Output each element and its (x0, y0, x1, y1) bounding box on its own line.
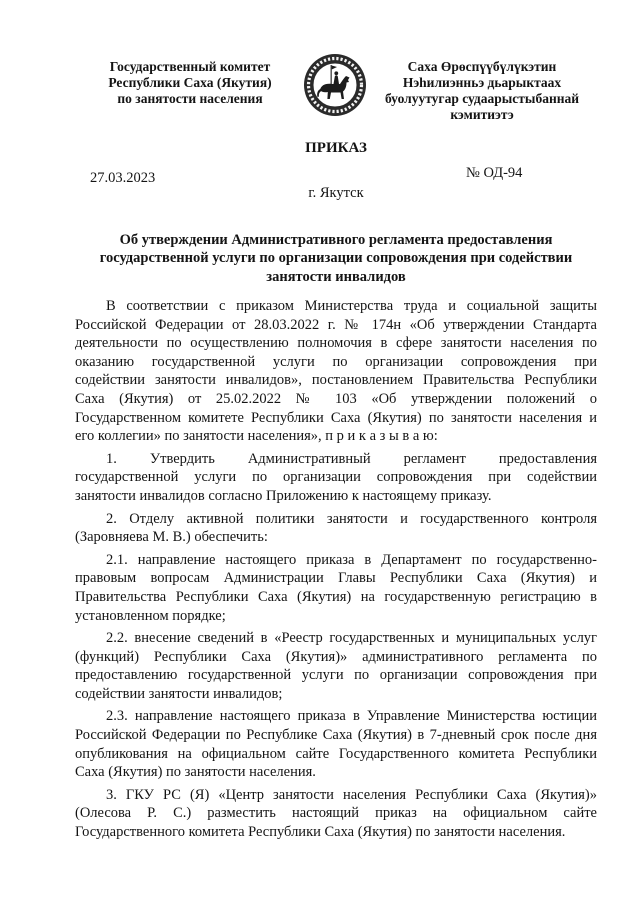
issuer-name-russian (90, 59, 290, 107)
paragraph-line: (Олесова Р. С.) разместить настоящий приказ на официальном сайте (75, 805, 597, 822)
paragraph-line: Российской Федерации от 28.03.2022 г. № 174н «Об утверждении Стандарта (75, 316, 597, 333)
paragraph-preamble (75, 297, 597, 446)
paragraph-item-2 (75, 510, 597, 547)
paragraph-item-3 (75, 786, 597, 842)
document-type-title: ПРИКАЗ (305, 140, 367, 156)
paragraph-item-2-2 (75, 629, 597, 703)
document-date: 27.03.2023 (90, 170, 156, 186)
paragraph-line: Государственного комитета Республики Саха (Якутия) по занятости населения. (75, 824, 566, 841)
rider-head (334, 71, 338, 75)
document-number: № ОД-94 (466, 165, 523, 181)
paragraph-line: правовым вопросам Администрации Главы Республики Саха (Якутия) и (75, 570, 597, 587)
issuer-line: по занятости населения (117, 91, 263, 106)
paragraph-line: 2.3. направление настоящего приказа в Управление Министерства юстиции (106, 708, 597, 725)
issuer-line: Республики Саха (Якутия) (108, 75, 272, 90)
paragraph-line: установленном порядке; (75, 607, 226, 624)
paragraph-line: его коллегии» по занятости населения», п р и к а з ы в а ю: (75, 428, 438, 445)
paragraph-line: содействии занятости инвалидов», постановлением Правительства Республики (75, 372, 597, 389)
issuer-name-yakut (372, 59, 592, 123)
paragraph-line: оказанию государственной услуги по организации сопровождения при (75, 353, 597, 370)
paragraph-line: опубликования на официальном сайте Государственного комитета Республики (75, 745, 597, 762)
paragraph-line: Правительства Республики Саха (Якутия) на государственную регистрацию в (75, 588, 597, 605)
paragraph-line: (Заровняева М. В.) обеспечить: (75, 529, 268, 546)
banner-pole (331, 65, 332, 85)
paragraph-line: деятельности по осуществлению полномочия в сфере занятости населения по (75, 335, 597, 352)
paragraph-line: 2.1. направление настоящего приказа в Департамент по государственно- (106, 551, 597, 568)
paragraph-item-2-1 (75, 551, 597, 625)
document-city: г. Якутск (308, 185, 364, 201)
document-body (75, 297, 597, 842)
document-heading (75, 231, 597, 286)
paragraph-line: государственной услуги по организации сопровождения при содействии (75, 469, 597, 486)
paragraph-line: 1. Утвердить Административный регламент предоставления (106, 450, 597, 467)
heading-line: Об утверждении Административного регламента предоставления (119, 232, 553, 248)
issuer-line: Нэһилиэнньэ дьарыктаах (402, 75, 562, 90)
paragraph-line: Саха (Якутия) по занятости населения. (75, 764, 316, 781)
paragraph-line: занятости инвалидов согласно Приложению к настоящему приказу. (75, 487, 492, 504)
heading-line: государственной услуги по организации сопровождения при содействии (99, 250, 573, 267)
paragraph-item-1 (75, 450, 597, 506)
paragraph-line: содействии занятости инвалидов; (75, 685, 283, 702)
issuer-line: Саха Өрөспүүбүлүкэтин (407, 59, 557, 74)
heading-line: занятости инвалидов (266, 268, 406, 285)
paragraph-line: предоставлению государственной услуги по организации сопровождения при (75, 667, 597, 684)
paragraph-line: 3. ГКУ РС (Я) «Центр занятости населения Республики Саха (Якутия)» (106, 786, 597, 803)
paragraph-line: 2.2. внесение сведений в «Реестр государственных и муниципальных услуг (106, 630, 597, 647)
paragraph-line: Саха (Якутия) от 25.02.2022 № 103 «Об утверждении положений о (75, 390, 597, 407)
paragraph-line: Российской Федерации по Республике Саха (Якутия) в 7-дневный срок после дня (75, 727, 597, 744)
paragraph-line: 2. Отделу активной политики занятости и государственного контроля (106, 510, 597, 527)
paragraph-item-2-3 (75, 707, 597, 781)
issuer-line: кэмитиэтэ (450, 107, 514, 122)
issuer-line: буолуутугар судаарыстыбаннай (384, 91, 580, 106)
paragraph-line: В соответствии с приказом Министерства труда и социальной защиты (106, 298, 597, 314)
sakha-coat-of-arms-icon (303, 53, 367, 117)
issuer-line: Государственный комитет (109, 59, 271, 74)
paragraph-line: Государственном комитете Республики Саха (Якутия) по занятости населения и (75, 409, 597, 426)
paragraph-line: (функций) Республики Саха (Якутия)» административного регламента по (75, 648, 597, 665)
